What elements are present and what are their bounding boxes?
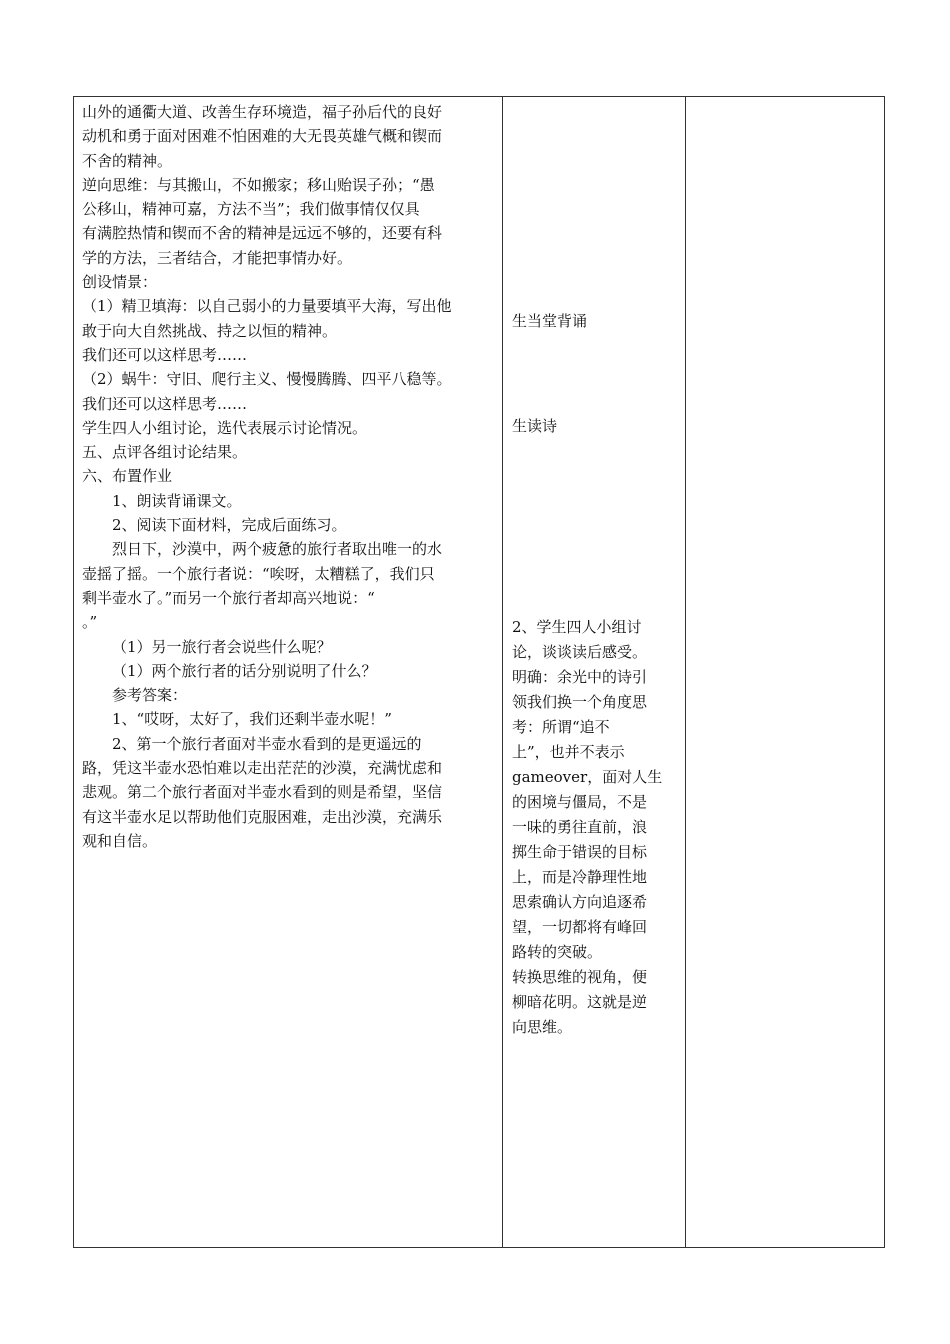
text-line: 路，凭这半壶水恐怕难以走出茫茫的沙漠，充满忧虑和 — [82, 759, 443, 778]
text-line: 1、“哎呀，太好了，我们还剩半壶水呢！” — [112, 710, 392, 729]
text-line: gameover，面对人生 — [512, 768, 663, 786]
text-line: 我们还可以这样思考…… — [82, 394, 248, 413]
read-note: 生读诗 — [512, 417, 558, 435]
text-line: 悲观。第二个旅行者面对半壶水看到的则是希望，坚信 — [82, 783, 443, 802]
text-line: （2）蜗牛：守旧、爬行主义、慢慢腾腾、四平八稳等。 — [82, 370, 452, 389]
text-line: 1、朗读背诵课文。 — [112, 491, 242, 510]
text-line: 敢于向大自然挑战、持之以恒的精神。 — [82, 321, 338, 340]
discussion-block — [512, 615, 680, 1040]
text-line: 2、第一个旅行者面对半壶水看到的是更遥远的 — [112, 734, 422, 753]
text-line: 的困境与僵局，不是 — [512, 793, 648, 811]
column-divider — [502, 97, 503, 1247]
text-line: 观和自信。 — [82, 831, 158, 850]
text-line: 学生四人小组讨论，选代表展示讨论情况。 — [82, 418, 368, 437]
text-line: 山外的通衢大道、改善生存环境造，福子孙后代的良好 — [82, 103, 443, 121]
text-line: 路转的突破。 — [512, 943, 603, 961]
text-line: 剩半壶水了。”而另一个旅行者却高兴地说：“ — [82, 588, 375, 607]
text-line: 五、点评各组讨论结果。 — [82, 443, 248, 462]
text-line: 柳暗花明。这就是逆 — [512, 993, 648, 1011]
text-line: （1）另一旅行者会说些什么呢？ — [112, 637, 332, 656]
text-line: 2、学生四人小组讨 — [512, 618, 642, 636]
text-line: 上，而是冷静理性地 — [512, 868, 648, 886]
text-line: （1）精卫填海：以自己弱小的力量要填平大海，写出他 — [82, 297, 452, 316]
text-line: 上”，也并不表示 — [512, 743, 625, 761]
text-line: 转换思维的视角，便 — [512, 968, 648, 986]
text-line: 有这半壶水足以帮助他们克服困难，走出沙漠，充满乐 — [82, 807, 443, 826]
text-line: 思索确认方向追逐希 — [512, 893, 648, 911]
text-line: 领我们换一个角度思 — [512, 693, 648, 711]
text-line: 不舍的精神。 — [82, 151, 173, 170]
text-line: （1）两个旅行者的话分别说明了什么？ — [112, 661, 377, 680]
text-line: 考：所谓“追不 — [512, 718, 610, 736]
text-line: 一味的勇往直前，浪 — [512, 818, 648, 836]
text-line: 我们还可以这样思考…… — [82, 345, 248, 364]
recite-note: 生当堂背诵 — [512, 312, 588, 330]
text-line: 望，一切都将有峰回 — [512, 918, 648, 936]
text-line: 烈日下，沙漠中，两个疲惫的旅行者取出唯一的水 — [112, 540, 443, 559]
column-divider — [685, 97, 686, 1247]
text-line: 动机和勇于面对困难不怕困难的大无畏英雄气概和锲而 — [82, 127, 443, 146]
text-line: 。” — [82, 613, 98, 632]
text-line: 有满腔热情和锲而不舍的精神是远远不够的，还要有科 — [82, 224, 443, 243]
text-line: 公移山，精神可嘉，方法不当”；我们做事情仅仅具 — [82, 200, 420, 219]
teaching-content-column — [82, 100, 494, 853]
text-line: 六、布置作业 — [82, 467, 173, 486]
text-line: 掷生命于错误的目标 — [512, 843, 648, 861]
text-line: 参考答案： — [112, 686, 188, 705]
text-line: 2、阅读下面材料，完成后面练习。 — [112, 516, 347, 535]
text-line: 明确：余光中的诗引 — [512, 668, 648, 686]
lesson-plan-table — [73, 96, 885, 1248]
text-line: 逆向思维：与其搬山，不如搬家；移山贻误子孙；“愚 — [82, 175, 435, 194]
text-line: 壶摇了摇。一个旅行者说：“唉呀，太糟糕了，我们只 — [82, 564, 435, 583]
text-line: 学的方法，三者结合，才能把事情办好。 — [82, 248, 353, 267]
text-line: 向思维。 — [512, 1018, 573, 1036]
text-line: 创设情景： — [82, 273, 158, 292]
text-line: 论，谈谈读后感受。 — [512, 643, 648, 661]
